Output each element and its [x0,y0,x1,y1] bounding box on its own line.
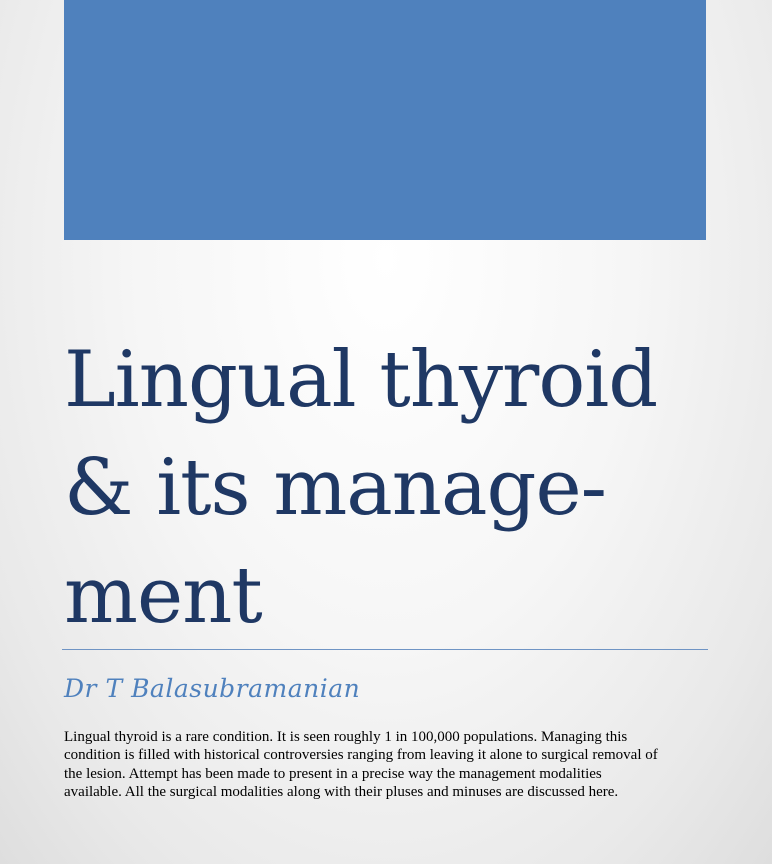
abstract-line-2: condition is filled with historical controversies ranging from leaving it alone to surgical removal of [64,747,658,764]
title-line-3: ment [64,551,262,641]
abstract-line-4: available. All the surgical modalities along with their pluses and minuses are discussed here. [64,784,619,801]
abstract-paragraph [64,728,704,802]
abstract-line-3: the lesion. Attempt has been made to present in a precise way the management modalities [64,765,602,782]
author-name: Dr T Balasubramanian [64,674,361,703]
title-divider [62,649,708,650]
title-line-1: Lingual thyroid [64,335,658,425]
title-line-2: & its manage- [64,443,606,533]
abstract-line-1: Lingual thyroid is a rare condition. It is seen roughly 1 in 100,000 populations. Managing this [64,729,628,745]
cover-header-block [64,0,706,240]
document-title [64,326,724,650]
